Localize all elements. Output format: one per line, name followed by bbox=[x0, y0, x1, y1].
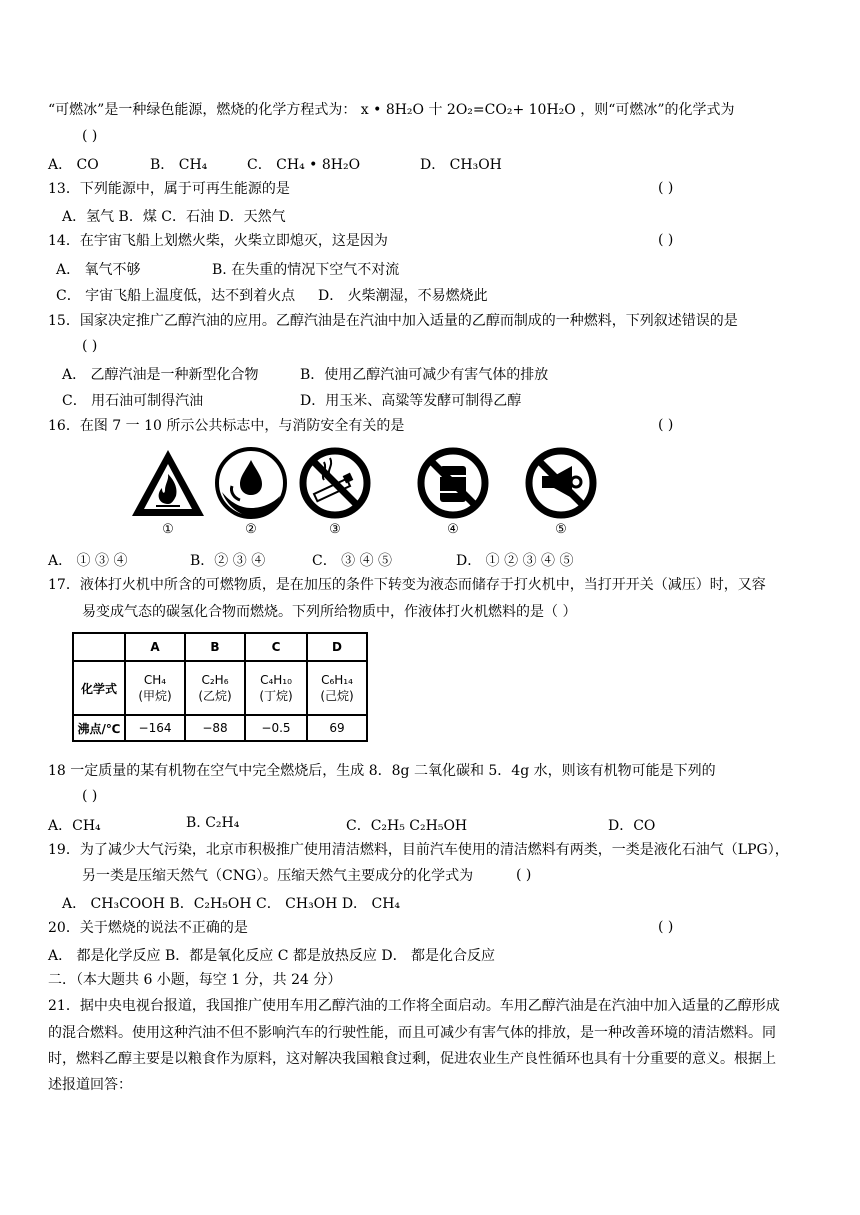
table-col-b: B bbox=[185, 633, 245, 661]
q16-option-b: B．② ③ ④ bbox=[190, 553, 266, 569]
table-col-a: A bbox=[125, 633, 185, 661]
table-cell-bp-d: 69 bbox=[307, 715, 367, 741]
q16-answer-bracket: ( ) bbox=[658, 417, 674, 433]
name-b: (乙烷) bbox=[198, 688, 232, 703]
sign-3-label: ③ bbox=[329, 522, 341, 537]
q15-answer-bracket: ( ) bbox=[82, 338, 98, 354]
water-saving-icon bbox=[214, 446, 288, 520]
q19-stem-line2: 另一类是压缩天然气（CNG）。压缩天然气主要成分的化学式为 bbox=[82, 868, 474, 884]
sign-4-label: ④ bbox=[447, 522, 459, 537]
q20-answer-bracket: ( ) bbox=[658, 919, 674, 935]
q19-answer-bracket: ( ) bbox=[516, 867, 532, 883]
q12-option-b: B． CH₄ bbox=[150, 157, 208, 173]
formula-b: C₂H₆ bbox=[201, 672, 229, 687]
q18-option-c: C．C₂H₅ C₂H₅OH bbox=[346, 818, 468, 834]
no-horn-icon bbox=[524, 446, 598, 520]
no-smoking-icon bbox=[298, 446, 372, 520]
q21-line3: 时，燃料乙醇主要是以粮食作为原料，这对解决我国粮食过剩，促进农业生产良性循环也具有十分重要的意义。根据上 bbox=[48, 1051, 776, 1067]
q19-stem-line1: 19．为了减少大气污染，北京市积极推广使用清洁燃料，目前汽车使用的清洁燃料有两类，一类是液化石油气（LPG）， bbox=[48, 842, 789, 858]
q16-option-c: C． ③ ④ ⑤ bbox=[312, 553, 393, 569]
public-signs-figure bbox=[128, 446, 598, 538]
q20-stem: 20．关于燃烧的说法不正确的是 bbox=[48, 920, 248, 936]
q15-stem: 15．国家决定推广乙醇汽油的应用。乙醇汽油是在汽油中加入适量的乙醇而制成的一种燃料，下列叙述错误的是 bbox=[48, 313, 738, 329]
q14-option-c: C． 宇宙飞船上温度低，达不到着火点 bbox=[56, 288, 296, 304]
sign-5-label: ⑤ bbox=[555, 522, 567, 537]
table-col-c: C bbox=[245, 633, 307, 661]
q21-line1: 21．据中央电视台报道，我国推广使用车用乙醇汽油的工作将全面启动。车用乙醇汽油是在汽油中加入适量的乙醇形成 bbox=[48, 998, 780, 1014]
q14-answer-bracket: ( ) bbox=[658, 232, 674, 248]
q15-option-a: A． 乙醇汽油是一种新型化合物 bbox=[62, 367, 259, 383]
q16-option-d: D． ① ② ③ ④ ⑤ bbox=[456, 553, 574, 569]
sign-3 bbox=[298, 446, 372, 537]
q15-option-c: C． 用石油可制得汽油 bbox=[62, 393, 204, 409]
table-cell-bp-b: −88 bbox=[185, 715, 245, 741]
q18-option-a: A．CH₄ bbox=[48, 818, 101, 834]
flammable-warning-icon bbox=[128, 446, 208, 520]
q21-line4: 述报道回答： bbox=[48, 1077, 132, 1093]
section-2-heading: 二．（本大题共 6 小题，每空 1 分，共 24 分） bbox=[48, 972, 342, 988]
table-row-formula-label: 化学式 bbox=[73, 661, 125, 715]
q17-stem-line2: 易变成气态的碳氢化合物而燃烧。下列所给物质中，作液体打火机燃料的是（ ） bbox=[82, 604, 577, 620]
q12-answer-bracket: ( ) bbox=[82, 128, 98, 144]
q12-option-a: A． CO bbox=[48, 157, 99, 173]
table-cell-bp-c: −0.5 bbox=[245, 715, 307, 741]
sign-4 bbox=[416, 446, 490, 537]
table-cell-formula-c bbox=[245, 661, 307, 715]
q19-options: A． CH₃COOH B．C₂H₅OH C． CH₃OH D． CH₄ bbox=[62, 896, 401, 912]
q15-option-d: D．用玉米、高粱等发酵可制得乙醇 bbox=[300, 393, 522, 409]
q21-line2: 的混合燃料。使用这种汽油不但不影响汽车的行驶性能，而且可减少有害气体的排放，是一种改善环境的清洁燃料。同 bbox=[48, 1025, 776, 1041]
q16-stem: 16．在图 7 一 10 所示公共标志中，与消防安全有关的是 bbox=[48, 418, 405, 434]
table-corner bbox=[73, 633, 125, 661]
sign-1-label: ① bbox=[162, 522, 174, 537]
name-d: (己烷) bbox=[320, 688, 354, 703]
q12-stem: “可燃冰”是一种绿色能源，燃烧的化学方程式为： x • 8H₂O 十 2O₂=CO₂+ 10H₂O ，则“可燃冰”的化学式为 bbox=[48, 102, 735, 118]
q17-stem-line1: 17．液体打火机中所含的可燃物质，是在加压的条件下转变为液态而储存于打火机中，当打开开关（减压）时，又容 bbox=[48, 577, 766, 593]
table-col-d: D bbox=[307, 633, 367, 661]
formula-d: C₆H₁₄ bbox=[321, 672, 353, 687]
table-cell-formula-b bbox=[185, 661, 245, 715]
q14-option-a: A． 氧气不够 bbox=[56, 262, 141, 278]
q18-stem: 18 一定质量的某有机物在空气中完全燃烧后，生成 8．8g 二氧化碳和 5．4g 水，则该有机物可能是下列的 bbox=[48, 763, 716, 779]
q14-option-d: D． 火柴潮湿，不易燃烧此 bbox=[318, 288, 488, 304]
table-cell-formula-d bbox=[307, 661, 367, 715]
table-cell-formula-a bbox=[125, 661, 185, 715]
q12-option-c: C． CH₄ • 8H₂O bbox=[247, 157, 361, 173]
q18-option-d: D．CO bbox=[608, 818, 656, 834]
sign-2 bbox=[214, 446, 288, 537]
boiling-point-table bbox=[72, 632, 368, 742]
sign-1 bbox=[128, 446, 208, 537]
q13-options: A．氢气 B．煤 C．石油 D．天然气 bbox=[62, 209, 286, 225]
q13-answer-bracket: ( ) bbox=[658, 180, 674, 196]
q16-option-a: A． ① ③ ④ bbox=[48, 553, 128, 569]
sign-5 bbox=[524, 446, 598, 537]
q13-stem: 13．下列能源中，属于可再生能源的是 bbox=[48, 181, 290, 197]
name-c: (丁烷) bbox=[259, 688, 293, 703]
no-oil-barrel-icon bbox=[416, 446, 490, 520]
table-cell-bp-a: −164 bbox=[125, 715, 185, 741]
q14-option-b: B. 在失重的情况下空气不对流 bbox=[212, 262, 400, 278]
q18-option-b: B. C₂H₄ bbox=[186, 815, 240, 831]
table-row-bp-label: 沸点/℃ bbox=[73, 715, 125, 741]
q15-option-b: B．使用乙醇汽油可减少有害气体的排放 bbox=[300, 367, 549, 383]
q18-answer-bracket: ( ) bbox=[82, 788, 98, 804]
q14-stem: 14．在宇宙飞船上划燃火柴，火柴立即熄灭，这是因为 bbox=[48, 233, 388, 249]
q20-options: A． 都是化学反应 B．都是氧化反应 C 都是放热反应 D． 都是化合反应 bbox=[48, 948, 496, 964]
name-a: (甲烷) bbox=[138, 688, 172, 703]
q12-option-d: D． CH₃OH bbox=[420, 157, 502, 173]
formula-a: CH₄ bbox=[143, 672, 167, 687]
formula-c: C₄H₁₀ bbox=[260, 672, 292, 687]
sign-2-label: ② bbox=[245, 522, 257, 537]
